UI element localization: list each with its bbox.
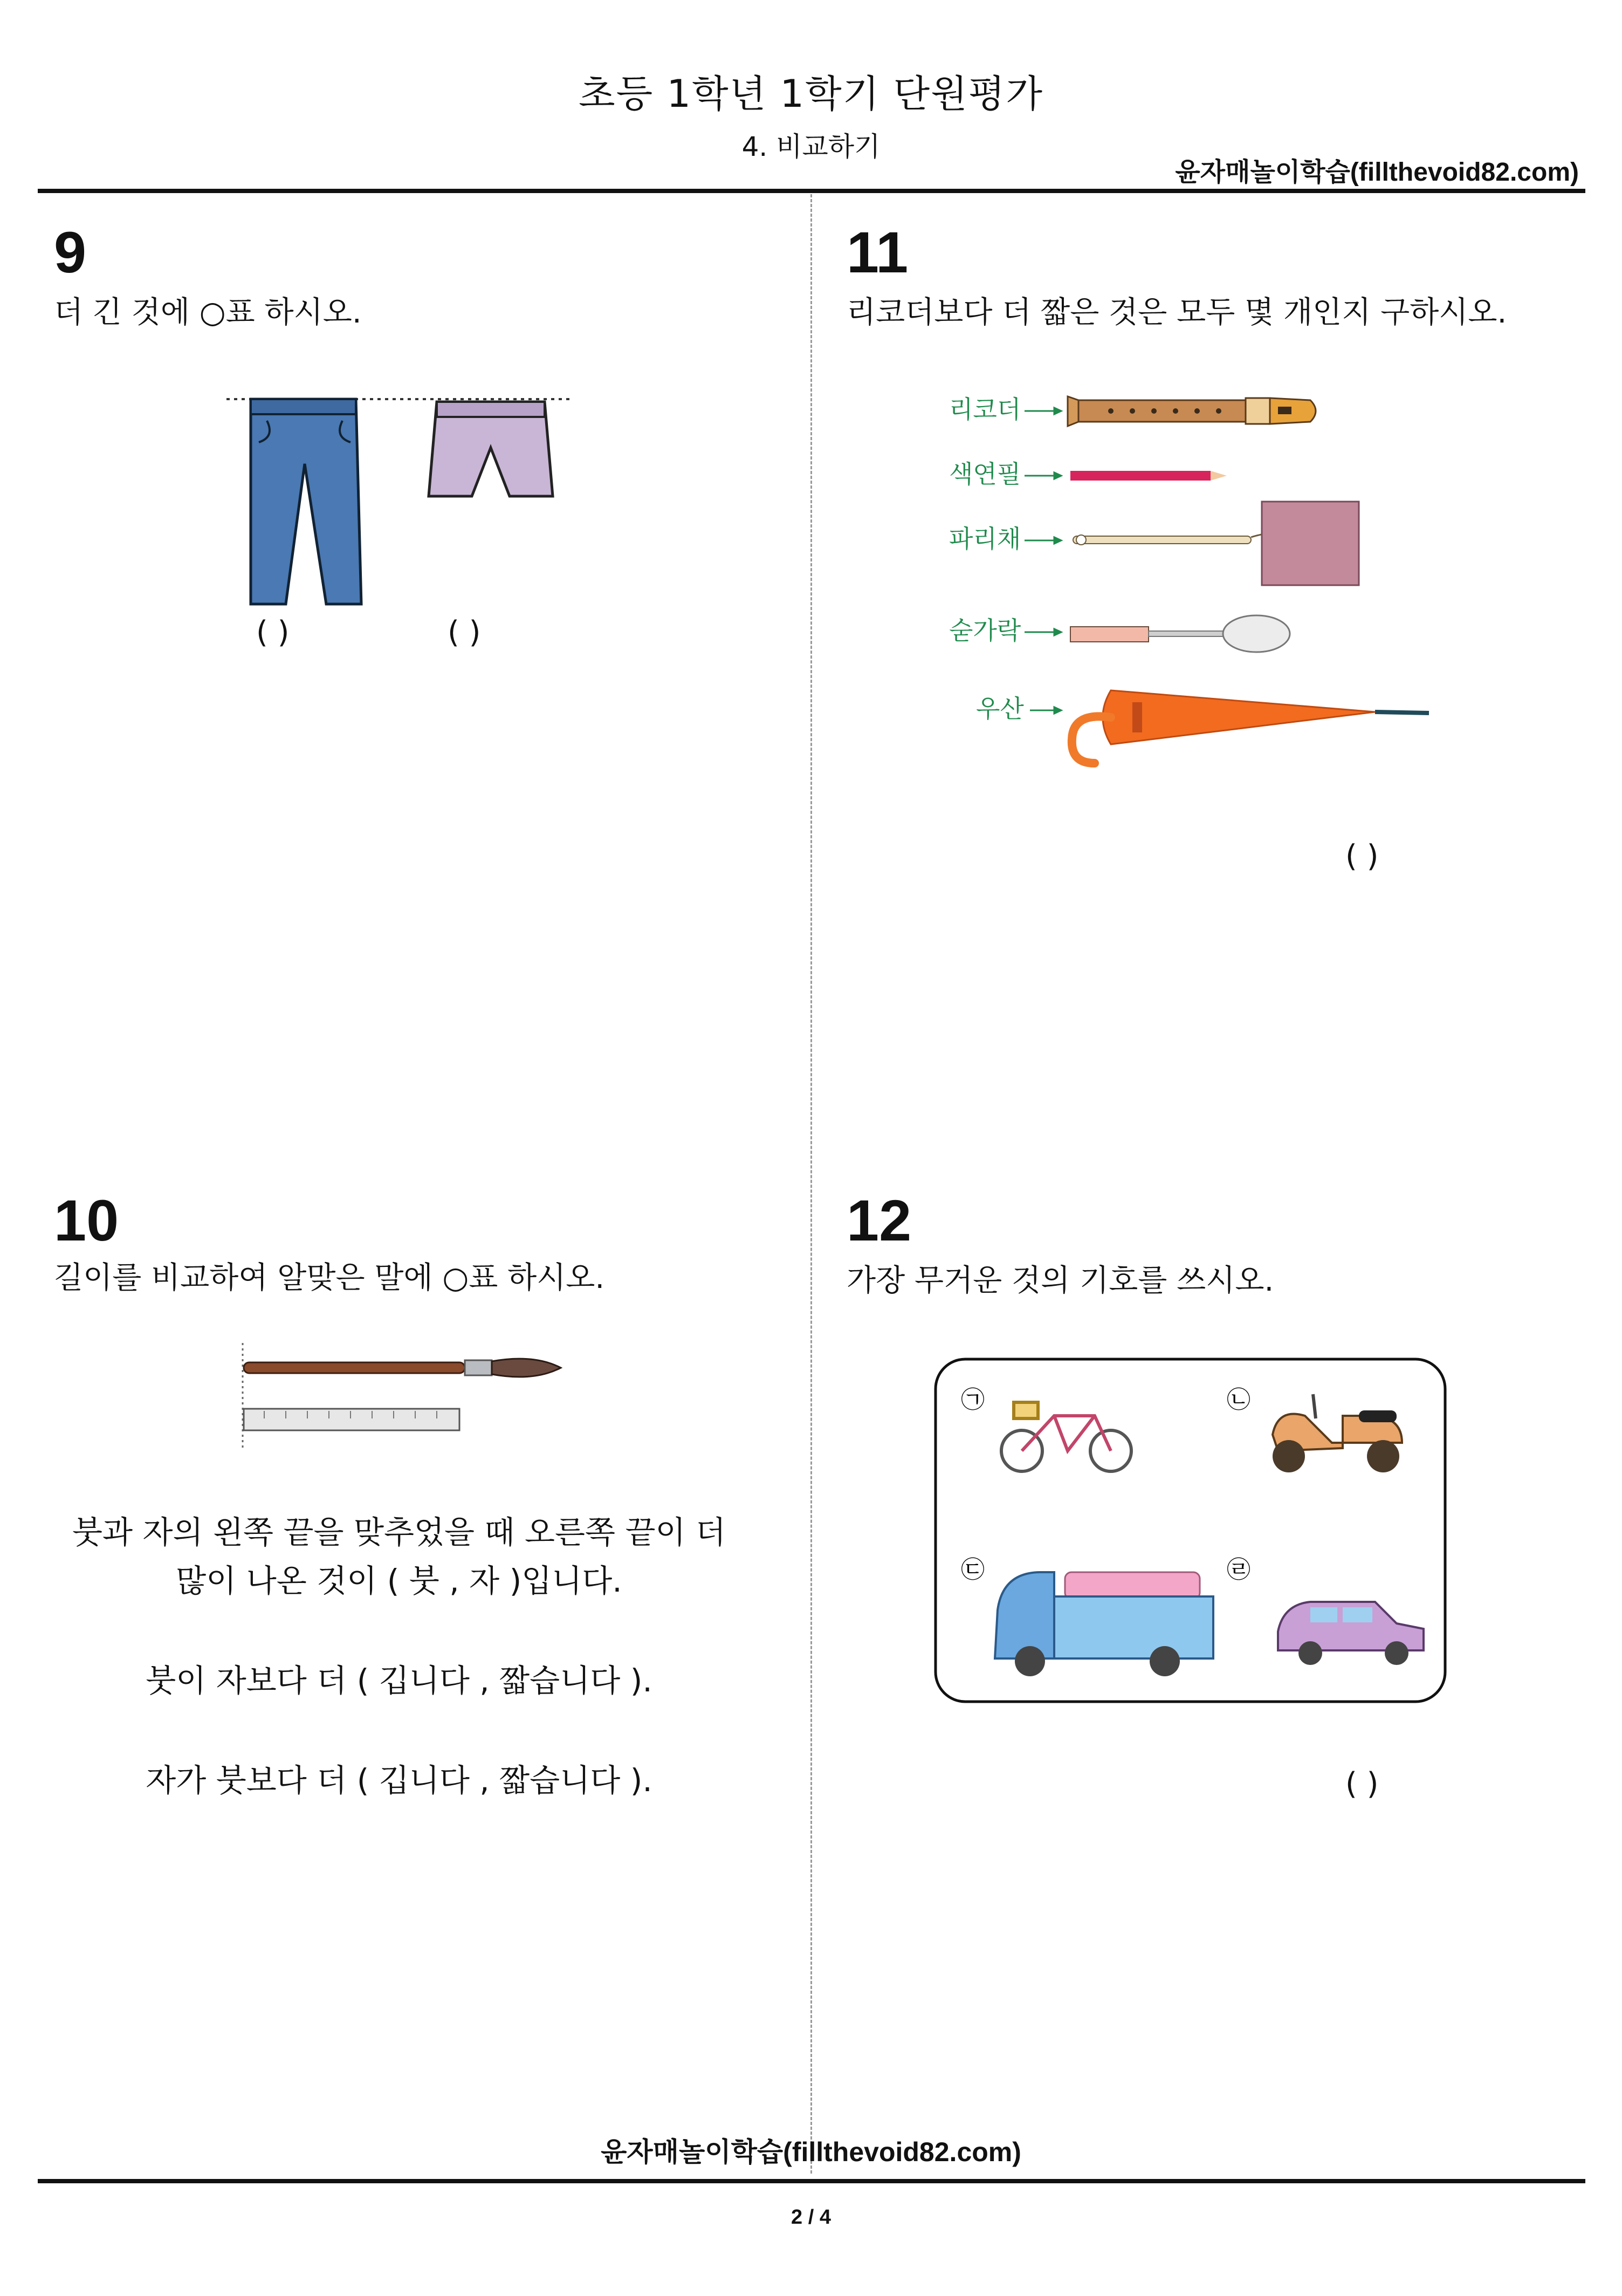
page-number: 2 / 4 bbox=[791, 2206, 831, 2229]
flyswatter-image bbox=[1073, 502, 1359, 585]
spoon-image bbox=[1070, 615, 1290, 652]
q9-answer-left[interactable]: ( ) bbox=[256, 615, 290, 650]
flyswatter-label: 파리채 bbox=[949, 524, 1021, 553]
mark-nieun: ㉡ bbox=[1227, 1386, 1250, 1414]
colored-pencil-label: 색연필 bbox=[949, 460, 1021, 489]
footer-rule bbox=[38, 2179, 1585, 2183]
site-credit-top: 윤자매놀이학습(fillthevoid82.com) bbox=[1175, 158, 1579, 187]
label-arrows bbox=[1025, 408, 1061, 714]
q9-clothes-illustration bbox=[216, 388, 593, 615]
q11-text: 리코더보다 더 짧은 것은 모두 몇 개인지 구하시오. bbox=[847, 295, 1507, 330]
shorts-image bbox=[429, 402, 553, 496]
q9-text: 더 긴 것에 ○표 하시오. bbox=[54, 295, 362, 330]
q11-objects-illustration bbox=[933, 367, 1472, 787]
umbrella-image bbox=[1072, 690, 1429, 763]
q10-sentence-4: 자가 붓보다 더 ( 깁니다 , 짧습니다 ). bbox=[146, 1762, 652, 1799]
q10-brush-ruler-illustration bbox=[232, 1343, 582, 1451]
q12-number: 12 bbox=[847, 1188, 912, 1253]
mark-digeut: ㉢ bbox=[961, 1556, 985, 1584]
q10-number: 10 bbox=[54, 1188, 119, 1253]
page-title: 초등 1학년 1학기 단원평가 bbox=[578, 72, 1044, 116]
q12-answer[interactable]: ( ) bbox=[1345, 1766, 1379, 1801]
q12-vehicles-panel bbox=[933, 1356, 1451, 1707]
q10-text: 길이를 비교하여 알맞은 말에 ○표 하시오. bbox=[54, 1260, 605, 1296]
mark-giyeok: ㉠ bbox=[961, 1386, 985, 1414]
mark-rieul: ㉣ bbox=[1227, 1556, 1250, 1584]
ruler-image bbox=[244, 1409, 459, 1430]
site-credit-bottom: 윤자매놀이학습(fillthevoid82.com) bbox=[601, 2137, 1021, 2167]
recorder-label: 리코더 bbox=[949, 395, 1021, 424]
colored-pencil-image bbox=[1070, 471, 1227, 481]
q11-number: 11 bbox=[847, 220, 909, 285]
page-subtitle: 4. 비교하기 bbox=[741, 131, 881, 162]
q12-text: 가장 무거운 것의 기호를 쓰시오. bbox=[847, 1263, 1274, 1298]
spoon-label: 숟가락 bbox=[949, 616, 1021, 645]
q10-sentence-2: 많이 나온 것이 ( 붓 , 자 )입니다. bbox=[176, 1562, 622, 1599]
q10-sentence-1: 붓과 자의 왼쪽 끝을 맞추었을 때 오른쪽 끝이 더 bbox=[72, 1514, 726, 1551]
q11-answer[interactable]: ( ) bbox=[1345, 839, 1379, 874]
jeans-image bbox=[251, 399, 361, 604]
q10-sentence-3: 붓이 자보다 더 ( 깁니다 , 짧습니다 ). bbox=[146, 1662, 652, 1699]
header-rule bbox=[38, 189, 1585, 193]
column-divider bbox=[810, 194, 812, 2174]
recorder-image bbox=[1068, 396, 1316, 426]
q9-answer-right[interactable]: ( ) bbox=[448, 615, 481, 650]
brush-image bbox=[244, 1359, 561, 1377]
q9-number: 9 bbox=[54, 220, 87, 285]
umbrella-label: 우산 bbox=[976, 694, 1024, 723]
